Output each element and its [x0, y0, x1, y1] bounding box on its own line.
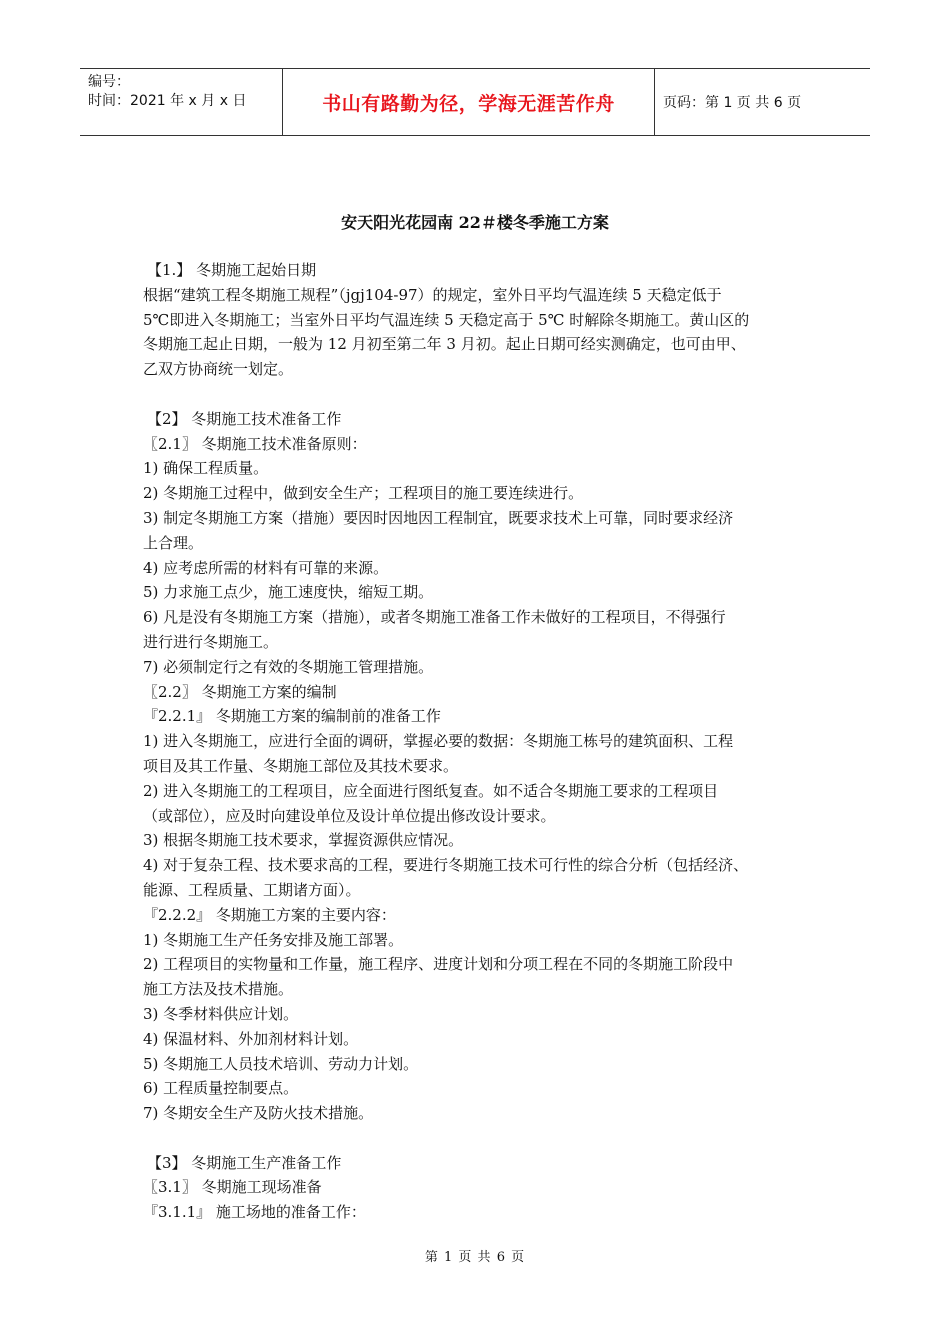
body-line: 1) 进入冬期施工，应进行全面的调研，掌握必要的数据：冬期施工栋号的建筑面积、工程	[143, 732, 734, 751]
body-line: 6) 凡是没有冬期施工方案（措施），或者冬期施工准备工作未做好的工程项目，不得强行	[143, 608, 726, 627]
body-line: 能源、工程质量、工期诸方面）。	[143, 880, 361, 899]
body-line: 乙双方协商统一划定。	[143, 360, 294, 379]
header-page-info: 页码：第 1 页 共 6 页	[663, 95, 802, 111]
document-title: 安天阳光花园南 22＃楼冬季施工方案	[341, 213, 609, 232]
document-body	[143, 258, 823, 1225]
section-heading: 【2】 冬期施工技术准备工作	[147, 409, 342, 428]
body-line: 2) 冬期施工过程中，做到安全生产；工程项目的施工要连续进行。	[143, 484, 584, 503]
page-footer: 第 1 页 共 6 页	[424, 1250, 526, 1265]
body-line: 项目及其工作量、冬期施工部位及其技术要求。	[143, 756, 459, 775]
body-line: 3) 制定冬期施工方案（措施）要因时因地因工程制宜，既要求技术上可靠，同时要求经济	[143, 508, 734, 527]
body-line: 2) 工程项目的实物量和工作量，施工程序、进度计划和分项工程在不同的冬期施工阶段中	[143, 955, 734, 974]
body-line: 5) 冬期施工人员技术培训、劳动力计划。	[143, 1054, 419, 1073]
body-line: 5℃即进入冬期施工；当室外日平均气温连续 5 天稳定高于 5℃ 时解除冬期施工。黄山区的	[143, 310, 750, 329]
body-line: 〖2.1〗 冬期施工技术准备原则：	[143, 434, 367, 453]
document-date: 时间：2021 年 x 月 x 日	[88, 93, 247, 109]
body-line: 6) 工程质量控制要点。	[143, 1079, 299, 1098]
body-line: 〖3.1〗 冬期施工现场准备	[143, 1178, 322, 1197]
body-line: 施工方法及技术措施。	[143, 980, 294, 999]
paragraph-spacer	[143, 382, 823, 407]
body-line: 2) 进入冬期施工的工程项目，应全面进行图纸复查。如不适合冬期施工要求的工程项目	[143, 781, 719, 800]
paragraph-spacer	[143, 1126, 823, 1151]
document-header	[80, 68, 870, 136]
header-meta	[80, 69, 282, 135]
document-number-label: 编号：	[88, 74, 130, 90]
body-line: 根据“建筑工程冬期施工规程”（jgj104-97）的规定，室外日平均气温连续 5 天稳定低于	[143, 285, 722, 304]
body-line: 4) 对于复杂工程、技术要求高的工程，要进行冬期施工技术可行性的综合分析（包括经济、	[143, 856, 749, 875]
body-line: 1) 确保工程质量。	[143, 459, 269, 478]
body-line: 『2.2.1』 冬期施工方案的编制前的准备工作	[143, 707, 441, 726]
body-line: 7) 必须制定行之有效的冬期施工管理措施。	[143, 657, 434, 676]
header-motto: 书山有路勤为径，学海无涯苦作舟	[282, 69, 655, 135]
body-line: 冬期施工起止日期，一般为 12 月初至第二年 3 月初。起止日期可经实测确定，也可由甲、	[143, 335, 746, 354]
body-line: 4) 应考虑所需的材料有可靠的来源。	[143, 558, 389, 577]
body-line: 〖2.2〗 冬期施工方案的编制	[143, 682, 337, 701]
section-heading: 【1.】 冬期施工起始日期	[147, 261, 317, 279]
body-line: 1) 冬期施工生产任务安排及施工部署。	[143, 930, 404, 949]
body-line: （或部位），应及时向建设单位及设计单位提出修改设计要求。	[143, 806, 556, 825]
body-line: 上合理。	[143, 533, 204, 552]
body-line: 3) 冬季材料供应计划。	[143, 1004, 299, 1023]
body-line: 4) 保温材料、外加剂材料计划。	[143, 1029, 359, 1048]
body-line: 进行进行冬期施工。	[143, 632, 279, 651]
body-line: 7) 冬期安全生产及防火技术措施。	[143, 1104, 374, 1123]
section-heading: 【3】 冬期施工生产准备工作	[147, 1153, 342, 1172]
body-line: 『3.1.1』 施工场地的准备工作：	[143, 1203, 366, 1222]
body-line: 5) 力求施工点少，施工速度快，缩短工期。	[143, 583, 434, 602]
body-line: 『2.2.2』 冬期施工方案的主要内容：	[143, 905, 396, 924]
body-line: 3) 根据冬期施工技术要求，掌握资源供应情况。	[143, 831, 464, 850]
